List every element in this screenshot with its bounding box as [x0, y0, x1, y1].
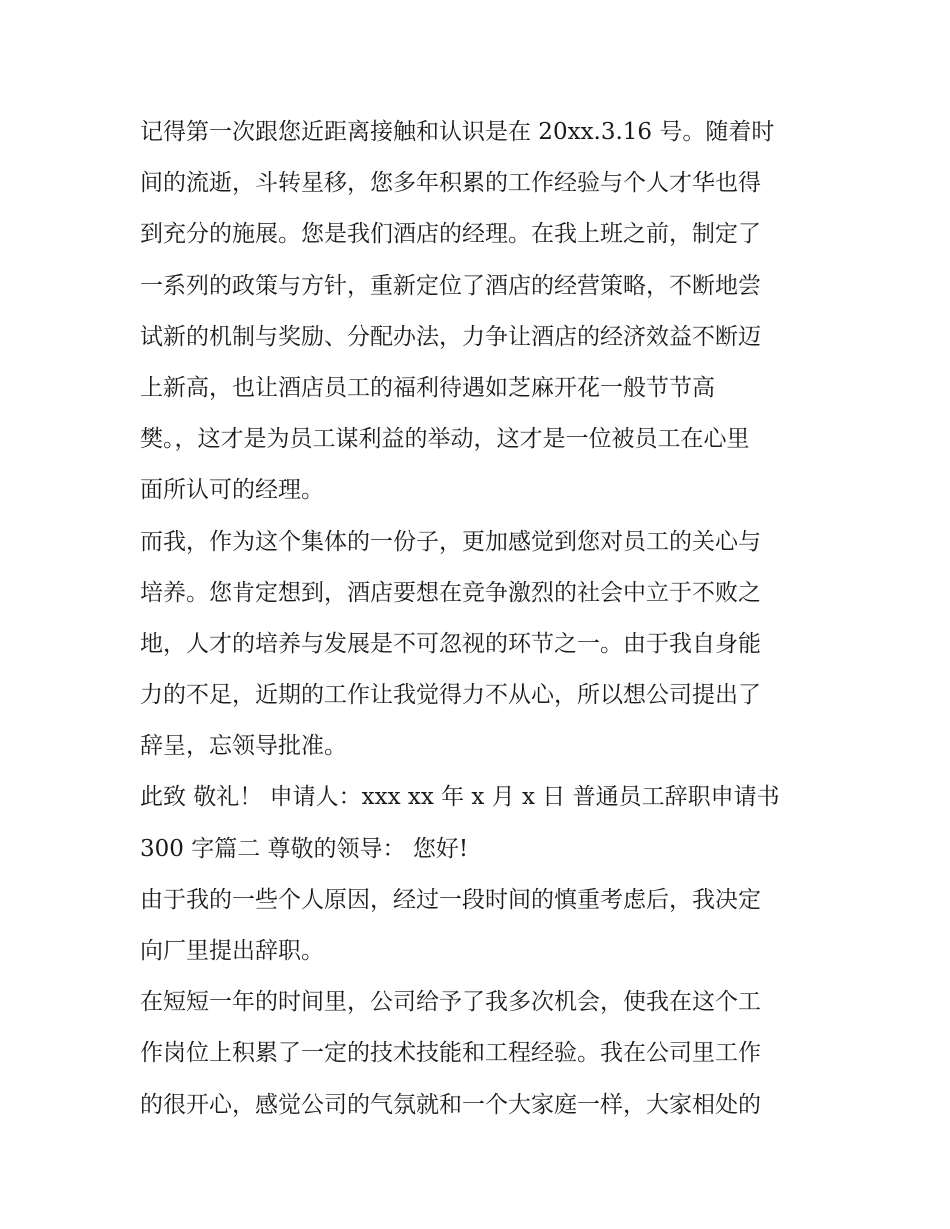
text-line: 面所认可的经理。 — [140, 477, 324, 504]
text-line: 到充分的施展。您是我们酒店的经理。在我上班之前，制定了 — [140, 221, 761, 248]
text-line: 由于我的一些个人原因，经过一段时间的慎重考虑后，我决定 — [140, 886, 761, 913]
text-line: 樊。，这才是为员工谋利益的举动，这才是一位被员工在心里 — [140, 426, 750, 453]
text-line: 在短短一年的时间里，公司给予了我多次机会，使我在这个工 — [140, 989, 761, 1016]
paragraph-2 — [140, 517, 820, 773]
text-line: 此致 敬礼！ 申请人：xxx xx 年 x 月 x 日 普通员工辞职申请书 — [140, 784, 780, 811]
text-line: 记得第一次跟您近距离接触和认识是在 20xx.3.16 号。随着时 — [140, 119, 775, 145]
paragraph-4 — [140, 977, 820, 1131]
text-line: 试新的机制与奖励、分配办法，力争让酒店的经济效益不断迈 — [140, 323, 761, 350]
text-line: 的很开心，感觉公司的气氛就和一个大家庭一样，大家相处的 — [140, 1091, 761, 1118]
text-line: 地，人才的培养与发展是不可忽视的环节之一。由于我自身能 — [140, 630, 761, 657]
text-line: 向厂里提出辞职。 — [140, 938, 324, 964]
text-line: 培养。您肯定想到，酒店要想在竞争激烈的社会中立于不败之 — [140, 579, 761, 606]
text-line: 力的不足，近期的工作让我觉得力不从心，所以想公司提出了 — [140, 682, 761, 709]
paragraph-1 — [140, 107, 820, 517]
text-line: 上新高，也让酒店员工的福利待遇如芝麻开花一般节节高 — [140, 374, 715, 401]
text-line: 间的流逝，斗转星移，您多年积累的工作经验与个人才华也得 — [140, 170, 761, 197]
text-line: 而我，作为这个集体的一份子，更加感觉到您对员工的关心与 — [140, 528, 761, 555]
closing-and-title — [140, 772, 820, 874]
document-body — [140, 107, 820, 1131]
text-line: 辞呈，忘领导批准。 — [140, 733, 347, 760]
text-line: 作岗位上积累了一定的技术技能和工程经验。我在公司里工作 — [140, 1040, 761, 1067]
text-line: 300 字篇二 尊敬的领导： 您好! — [140, 835, 469, 862]
paragraph-3 — [140, 875, 820, 977]
text-line: 一系列的政策与方针，重新定位了酒店的经营策略，不断地尝 — [140, 272, 761, 299]
